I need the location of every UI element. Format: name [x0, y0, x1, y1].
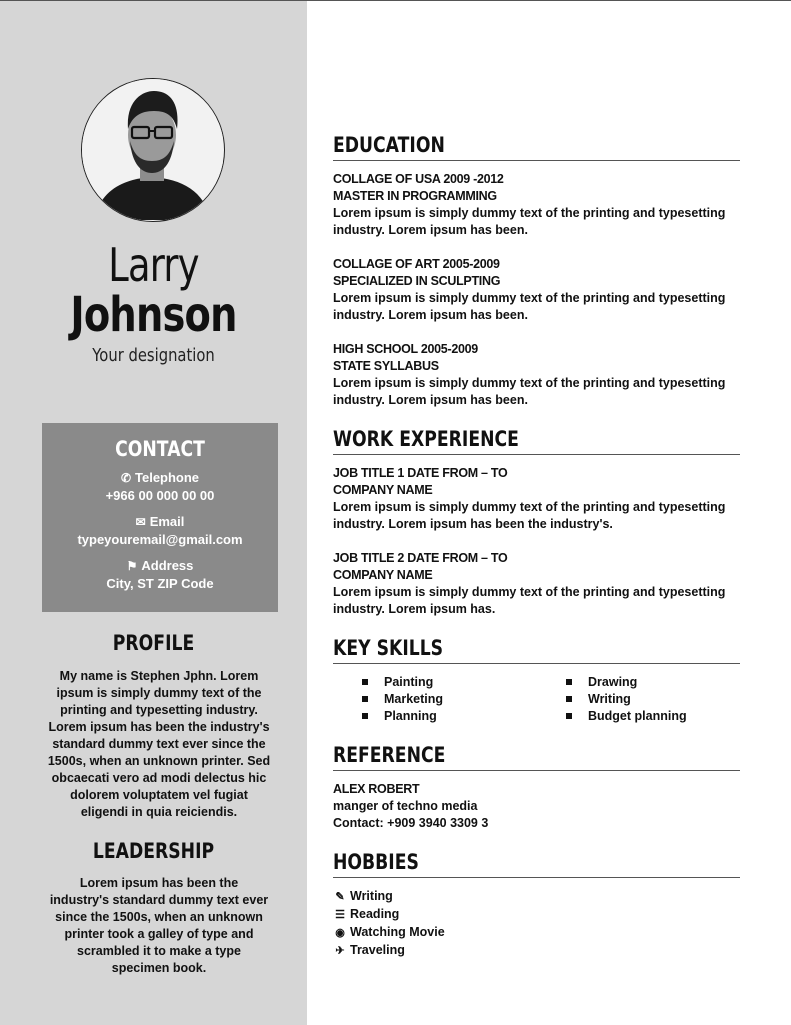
- education-item-subtitle: SPECIALIZED IN SCULPTING: [333, 274, 501, 288]
- hobby-item: ☰ Reading: [333, 906, 740, 924]
- skill-item: Marketing: [362, 691, 443, 708]
- hobbies-heading: HOBBIES: [333, 849, 740, 878]
- work-item: [333, 465, 740, 533]
- address-label: Address: [141, 558, 194, 573]
- contact-heading: CONTACT: [115, 437, 205, 461]
- education-item-subtitle: MASTER IN PROGRAMMING: [333, 189, 497, 203]
- profile-heading: PROFILE: [112, 631, 195, 655]
- skill-item: Drawing: [566, 674, 687, 691]
- reference-block: [333, 781, 740, 832]
- hobby-item: ◉ Watching Movie: [333, 924, 740, 942]
- telephone-value: +966 00 000 00 00: [105, 488, 215, 503]
- designation: Your designation: [92, 345, 215, 366]
- person-portrait-icon: [82, 79, 223, 220]
- skill-item: Painting: [362, 674, 443, 691]
- contact-address: [42, 557, 278, 592]
- education-item-text: Lorem ipsum is simply dummy text of the printing and typesetting industry. Lorem ipsum has been.: [333, 206, 726, 237]
- work-item-company: COMPANY NAME: [333, 483, 433, 497]
- education-item-title: HIGH SCHOOL 2005-2009: [333, 342, 478, 356]
- bullet-icon: [566, 713, 572, 719]
- writing-icon: ✎: [335, 891, 345, 903]
- address-value: City, ST ZIP Code: [106, 576, 214, 591]
- skills-column-1: [362, 674, 443, 725]
- work-item-title: JOB TITLE 2 DATE FROM – TO: [333, 551, 508, 565]
- first-name: Larry: [108, 238, 199, 292]
- education-item: [333, 341, 740, 409]
- bullet-icon: [566, 679, 572, 685]
- reference-role: manger of techno media: [333, 799, 478, 813]
- sidebar: [0, 1, 307, 1025]
- skill-item: Budget planning: [566, 708, 687, 725]
- education-item-text: Lorem ipsum is simply dummy text of the printing and typesetting industry. Lorem ipsum has been.: [333, 291, 726, 322]
- movie-icon: ◉: [335, 927, 345, 939]
- education-item-subtitle: STATE SYLLABUS: [333, 359, 439, 373]
- bullet-icon: [362, 696, 368, 702]
- phone-icon: ✆: [120, 471, 131, 485]
- education-item: [333, 256, 740, 324]
- skill-item: Planning: [362, 708, 443, 725]
- work-item-text: Lorem ipsum is simply dummy text of the printing and typesetting industry. Lorem ipsum has.: [333, 585, 726, 616]
- work-item-company: COMPANY NAME: [333, 568, 433, 582]
- education-heading: EDUCATION: [333, 132, 740, 161]
- reference-name: ALEX ROBERT: [333, 782, 420, 796]
- reference-contact: Contact: +909 3940 3309 3: [333, 816, 489, 830]
- profile-photo: [81, 78, 225, 222]
- leadership-heading: LEADERSHIP: [92, 839, 215, 863]
- education-item: [333, 171, 740, 239]
- travel-icon: ✈: [335, 945, 345, 957]
- skill-item: Writing: [566, 691, 687, 708]
- work-item: [333, 550, 740, 618]
- last-name: Johnson: [70, 287, 237, 343]
- skills-column-2: [566, 674, 687, 725]
- education-item-text: Lorem ipsum is simply dummy text of the printing and typesetting industry. Lorem ipsum has been.: [333, 376, 726, 407]
- reference-heading: REFERENCE: [333, 742, 740, 771]
- work-item-text: Lorem ipsum is simply dummy text of the printing and typesetting industry. Lorem ipsum has been the industry's.: [333, 500, 726, 531]
- profile-text: My name is Stephen Jphn. Lorem ipsum is simply dummy text of the printing and typesetting industry. Lorem ipsum has been the industry's standard dummy text ever since the 1500s, when an unknown printer. Sed obcaecati vero ad modi delectus hic dolorem voluptatem vel fugiat eligendi in quia reiciendis.: [47, 669, 271, 819]
- telephone-label: Telephone: [135, 470, 200, 485]
- bullet-icon: [362, 713, 368, 719]
- contact-telephone: [42, 469, 278, 504]
- key-skills-heading: KEY SKILLS: [333, 635, 740, 664]
- education-item-title: COLLAGE OF USA 2009 -2012: [333, 172, 504, 186]
- reading-icon: ☰: [335, 909, 345, 921]
- work-experience-heading: WORK EXPERIENCE: [333, 426, 740, 455]
- bullet-icon: [566, 696, 572, 702]
- address-icon: ⚑: [126, 559, 138, 573]
- contact-email: [42, 513, 278, 548]
- email-label: Email: [149, 514, 185, 529]
- work-item-title: JOB TITLE 1 DATE FROM – TO: [333, 466, 508, 480]
- contact-box: [42, 423, 278, 612]
- leadership-text: Lorem ipsum has been the industry's standard dummy text ever since the 1500s, when an unknown printer took a galley of type and scrambled it to make a type specimen book.: [49, 876, 269, 975]
- hobby-item: ✈ Traveling: [333, 942, 740, 960]
- bullet-icon: [362, 679, 368, 685]
- hobby-item: ✎ Writing: [333, 888, 740, 906]
- hobbies-list: [333, 888, 740, 960]
- email-icon: ✉: [135, 515, 146, 529]
- education-item-title: COLLAGE OF ART 2005-2009: [333, 257, 500, 271]
- email-value: typeyouremail@gmail.com: [77, 532, 243, 547]
